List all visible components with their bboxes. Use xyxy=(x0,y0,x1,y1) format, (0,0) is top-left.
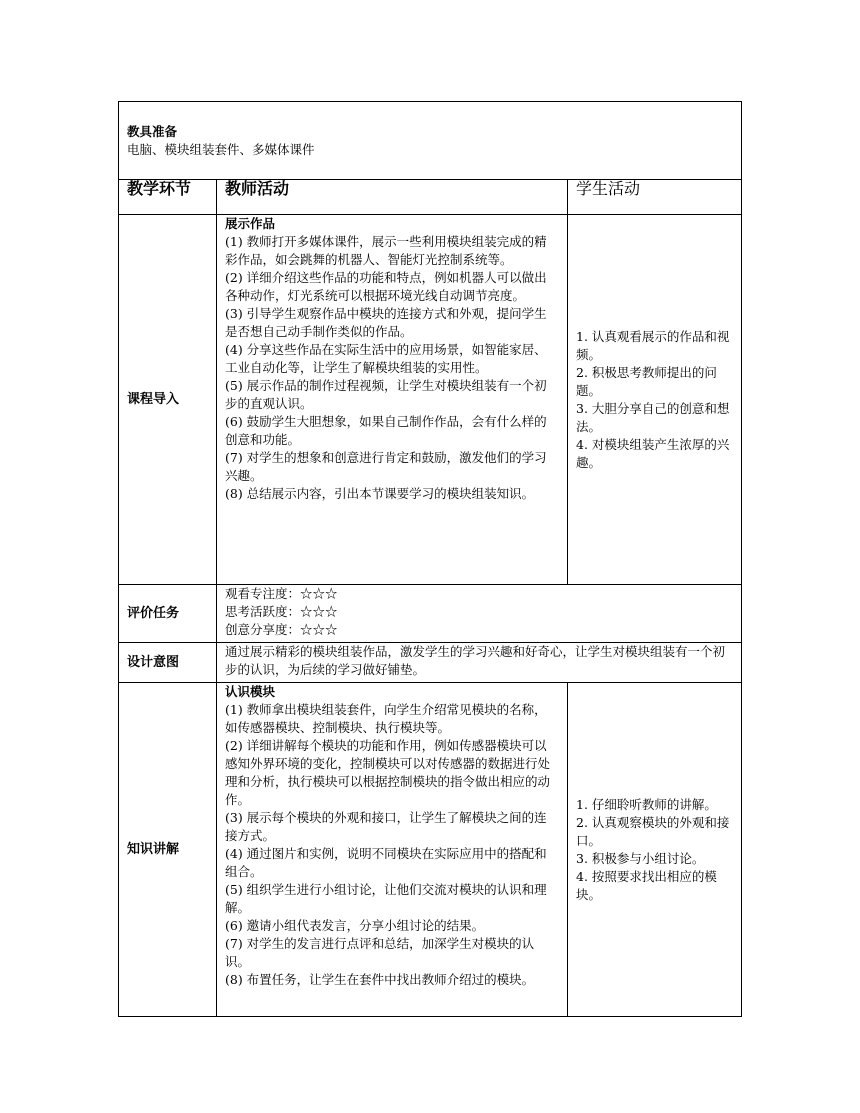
evaluation-item: 思考活跃度：☆☆☆ xyxy=(225,604,338,619)
knowledge-student-item: 3. 积极参与小组讨论。 xyxy=(576,850,705,866)
intro-teacher-item: (4) 分享这些作品在实际生活中的应用场景，如智能家居、工业自动化等，让学生了解模块组装的实用性。 xyxy=(225,342,547,375)
design-label: 设计意图 xyxy=(119,643,217,683)
evaluation-row xyxy=(119,585,742,643)
intro-student-item: 3. 大胆分享自己的创意和想法。 xyxy=(576,400,730,434)
intro-teacher-title: 展示作品 xyxy=(225,216,276,231)
knowledge-teacher-item: (7) 对学生的发言进行点评和总结，加深学生对模块的认识。 xyxy=(225,936,535,969)
evaluation-item: 观看专注度：☆☆☆ xyxy=(225,586,338,601)
intro-teacher-cell xyxy=(217,215,568,585)
intro-teacher-item: (3) 引导学生观察作品中模块的连接方式和外观，提问学生是否想自己动手制作类似的作品。 xyxy=(225,306,547,339)
header-teacher: 教师活动 xyxy=(217,180,568,215)
intro-student-cell xyxy=(568,215,742,585)
knowledge-label: 知识讲解 xyxy=(119,683,217,1017)
knowledge-teacher-item: (8) 布置任务，让学生在套件中找出教师介绍过的模块。 xyxy=(225,972,535,987)
lesson-plan-table xyxy=(118,101,742,1017)
knowledge-teacher-item: (1) 教师拿出模块组装套件，向学生介绍常见模块的名称，如传感器模块、控制模块、执行模块等。 xyxy=(225,702,547,735)
intro-teacher-item: (8) 总结展示内容，引出本节课要学习的模块组装知识。 xyxy=(225,486,535,501)
intro-student-item: 4. 对模块组装产生浓厚的兴趣。 xyxy=(576,436,730,470)
intro-teacher-item: (6) 鼓励学生大胆想象，如果自己制作作品，会有什么样的创意和功能。 xyxy=(225,414,547,447)
knowledge-teacher-item: (3) 展示每个模块的外观和接口，让学生了解模块之间的连接方式。 xyxy=(225,810,547,843)
intro-student-item: 1. 认真观看展示的作品和视频。 xyxy=(576,328,730,362)
intro-teacher-item: (1) 教师打开多媒体课件，展示一些利用模块组装完成的精彩作品，如会跳舞的机器人、智能灯光控制系统等。 xyxy=(225,234,547,267)
intro-teacher-item: (2) 详细介绍这些作品的功能和特点，例如机器人可以做出各种动作，灯光系统可以根据环境光线自动调节亮度。 xyxy=(225,270,547,303)
intro-teacher-item: (7) 对学生的想象和创意进行肯定和鼓励，激发他们的学习兴趣。 xyxy=(225,450,547,483)
knowledge-teacher-item: (2) 详细讲解每个模块的功能和作用，例如传感器模块可以感知外界环境的变化，控制模块可以对传感器的数据进行处理和分析，执行模块可以根据控制模块的指令做出相应的动作。 xyxy=(225,738,551,807)
prep-row xyxy=(119,102,742,180)
header-row xyxy=(119,180,742,215)
knowledge-teacher-cell xyxy=(217,683,568,1017)
intro-teacher-item: (5) 展示作品的制作过程视频，让学生对模块组装有一个初步的直观认识。 xyxy=(225,378,547,411)
knowledge-student-item: 2. 认真观察模块的外观和接口。 xyxy=(576,814,730,848)
header-student: 学生活动 xyxy=(568,180,742,215)
knowledge-teacher-item: (6) 邀请小组代表发言，分享小组讨论的结果。 xyxy=(225,918,485,933)
knowledge-student-cell xyxy=(568,683,742,1017)
evaluation-item: 创意分享度：☆☆☆ xyxy=(225,622,338,637)
design-row xyxy=(119,643,742,683)
knowledge-teacher-item: (5) 组织学生进行小组讨论，让他们交流对模块的认识和理解。 xyxy=(225,882,547,915)
knowledge-teacher-item: (4) 通过图片和实例，说明不同模块在实际应用中的搭配和组合。 xyxy=(225,846,547,879)
evaluation-label: 评价任务 xyxy=(119,585,217,643)
design-cell: 通过展示精彩的模块组装作品，激发学生的学习兴趣和好奇心，让学生对模块组装有一个初步的认识，为后续的学习做好铺垫。 xyxy=(217,643,742,683)
knowledge-student-item: 4. 按照要求找出相应的模块。 xyxy=(576,868,717,902)
prep-content: 电脑、模块组装套件、多媒体课件 xyxy=(127,142,315,157)
knowledge-row xyxy=(119,683,742,1017)
intro-row xyxy=(119,215,742,585)
knowledge-student-item: 1. 仔细聆听教师的讲解。 xyxy=(576,796,717,812)
knowledge-teacher-title: 认识模块 xyxy=(225,684,276,699)
header-stage: 教学环节 xyxy=(119,180,217,215)
prep-cell xyxy=(119,102,742,180)
intro-label: 课程导入 xyxy=(119,215,217,585)
prep-title: 教具准备 xyxy=(127,124,178,139)
intro-student-item: 2. 积极思考教师提出的问题。 xyxy=(576,364,717,398)
evaluation-cell xyxy=(217,585,742,643)
